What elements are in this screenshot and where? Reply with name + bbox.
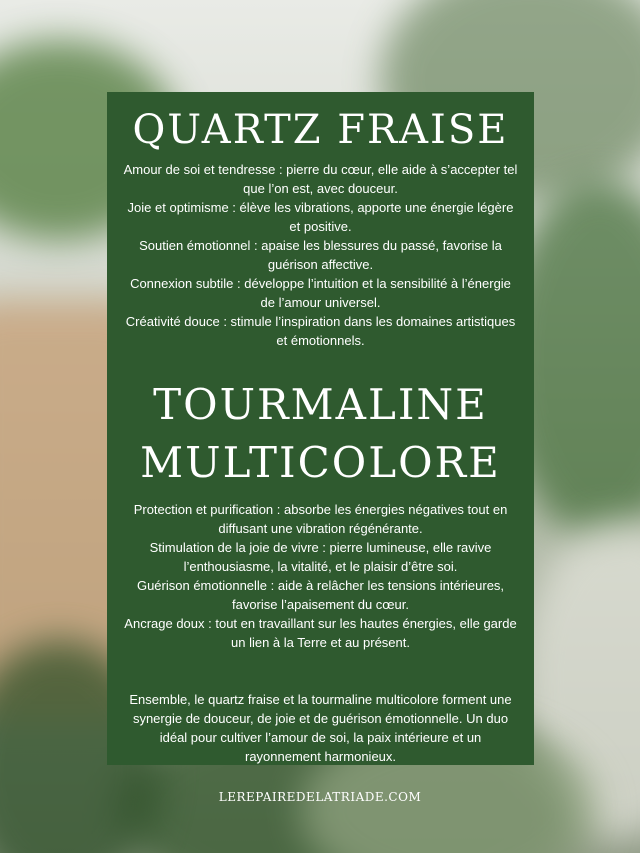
benefit-paragraph: Guérison émotionnelle : aide à relâcher les tensions intérieures, favorise l’apaisement du cœur.: [136, 578, 505, 612]
benefit-paragraph: Protection et purification : absorbe les énergies négatives tout en diffusant une vibration régénérante.: [133, 502, 508, 536]
benefit-paragraph: Ancrage doux : tout en travaillant sur les hautes énergies, elle garde un lien à la Terre et au présent.: [124, 616, 517, 650]
quartz-fraise-benefits: [123, 160, 518, 350]
closing-paragraph: Ensemble, le quartz fraise et la tourmaline multicolore forment une synergie de douceur, de joie et de guérison émotionnelle. Un duo idéal pour cultiver l’amour de soi, la paix intérieure et un rayonnement harmonieux.: [129, 692, 512, 764]
tourmaline-benefits: [123, 500, 518, 652]
title-quartz-fraise: QUARTZ FRAISE: [132, 107, 509, 153]
benefit-paragraph: Stimulation de la joie de vivre : pierre lumineuse, elle ravive l’enthousiasme, la vitalité, et le plaisir d’être soi.: [149, 540, 492, 574]
benefit-paragraph: Soutien émotionnel : apaise les blessures du passé, favorise la guérison affective.: [139, 238, 502, 272]
title-line-2: MULTICOLORE: [140, 438, 501, 487]
title-tourmaline-multicolore: [140, 376, 501, 492]
benefit-paragraph: Connexion subtile : développe l’intuition et la sensibilité à l’énergie de l’amour universel.: [130, 276, 511, 310]
benefit-paragraph: Joie et optimisme : élève les vibrations, apporte une énergie légère et positive.: [127, 200, 514, 234]
benefit-paragraph: Amour de soi et tendresse : pierre du cœur, elle aide à s’accepter tel que l’on est, avec douceur.: [123, 162, 518, 196]
title-line-1: TOURMALINE: [153, 380, 488, 429]
website-footer: LEREPAIREDELATRIADE.COM: [218, 790, 422, 804]
benefit-paragraph: Créativité douce : stimule l’inspiration dans les domaines artistiques et émotionnels.: [125, 314, 516, 348]
info-card: [107, 92, 534, 765]
